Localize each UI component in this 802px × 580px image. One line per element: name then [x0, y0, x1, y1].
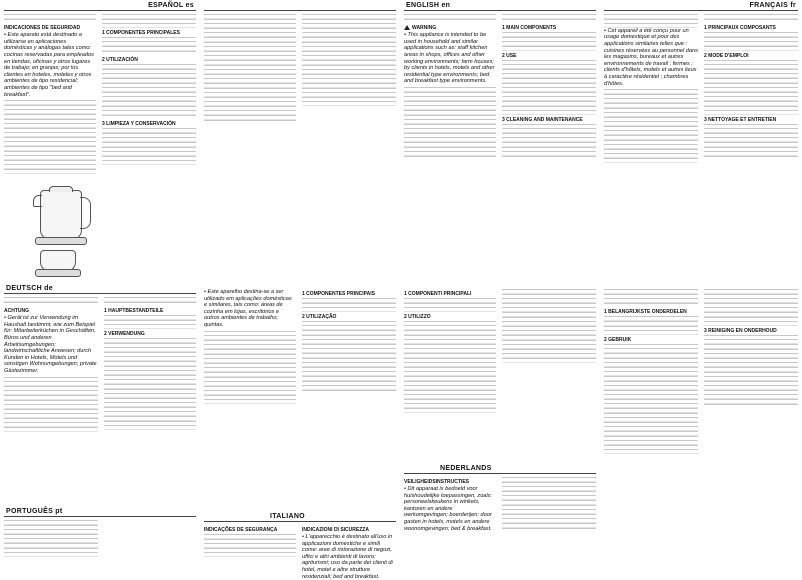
- intro-it: • L'apparecchio è destinato all'uso in applicazioni domestiche e simili come: aree di ristorazione di negozi, uffici e altri ambienti di lavoro; agriturismi; uso da parte dei clienti di hotel, motel e altre strutture residenziali; bed and breakfast.: [302, 534, 393, 580]
- column-itsec: [302, 525, 396, 580]
- column-es-cont-left: [204, 14, 296, 124]
- use-title-nl: 2 GEBRUIK: [604, 336, 632, 343]
- intro-de: • Gerät ist zur Verwendung im Haushalt bestimmt, wie zum Beispiel für: Mitarbeiterküchen in Geschäften, Büros und anderen Arbeitsumgebungen; landwirtschaftliche Anwesen; durch Kunden in Hotels, Motels und sonstigen Wohnumgebungen; private Gästezimmer.: [4, 315, 97, 374]
- column-en-left: [404, 14, 496, 160]
- use-title-fr: 2 MODE D'EMPLOI: [704, 52, 749, 59]
- column-nl-left: [404, 477, 496, 563]
- language-header-en: ENGLISH en: [406, 2, 451, 9]
- intro-pt-cont: • Este aparelho destina-se a ser utilizado em aplicações domésticas e similares, tais como: áreas de cozinha em lojas, escritórios e outros ambientes de trabalho; quintas.: [204, 289, 292, 328]
- column-es-right: [102, 14, 196, 165]
- itsec-title: INDICAZIONI DI SICUREZZA: [302, 527, 369, 533]
- column-nl-cont-left: [604, 289, 698, 559]
- column-ptsec: [204, 525, 296, 565]
- language-header-it: ITALIANO: [270, 513, 305, 520]
- warn-title-de: ACHTUNG: [4, 308, 29, 315]
- clean-title-fr: 3 NETTOYAGE ET ENTRETIEN: [704, 116, 777, 123]
- column-es-left: [4, 14, 96, 174]
- intro-es: • Este aparato está destinado a utilizarse en aplicaciones domésticas y análogas tales como: cocinas reservadas para empleados en tiendas, oficinas y otros lugares de trabajo; en granjas; por los clientes en hoteles, moteles y otros ambientes de tipo residencial; ambientes de tipo "bed and breakfast".: [4, 32, 94, 98]
- use-title-it: 2 UTILIZZO: [404, 313, 431, 320]
- components-title-it: 1 COMPONENTI PRINCIPALI: [404, 291, 472, 297]
- column-de-right: [104, 297, 196, 527]
- page-pt: [200, 283, 400, 580]
- page-es-2: [200, 0, 400, 283]
- clean-title-nl: 3 REINIGING EN ONDERHOUD: [704, 327, 777, 334]
- header-rule: [4, 10, 196, 11]
- column-en-right: [502, 14, 596, 160]
- components-title-es: 1 COMPONENTES PRINCIPALES: [102, 29, 180, 36]
- components-title-nl: 1 BELANGRIJKSTE ONDERDELEN: [604, 309, 687, 316]
- column-fr-right: [704, 14, 798, 160]
- language-header-fr: FRANÇAIS fr: [749, 2, 796, 9]
- column-fr-left: [604, 14, 698, 163]
- language-header-de: DEUTSCH de: [6, 285, 53, 292]
- page-it: [400, 283, 600, 566]
- page-nl: [600, 283, 802, 566]
- column-de-left: [4, 297, 98, 497]
- header-rule: [204, 521, 396, 522]
- column-pt-cont-right: [302, 289, 396, 449]
- nlsec-title: VEILIGHEIDSINSTRUCTIES: [404, 479, 470, 485]
- warning-triangle-icon: [404, 25, 410, 30]
- use-title-de: 2 VERWENDUNG: [104, 330, 145, 337]
- language-header-es: ESPAÑOL es: [148, 2, 194, 9]
- language-header-nl: NEDERLANDS: [440, 465, 492, 472]
- column-pt-cont-left: [204, 289, 296, 449]
- intro-nl: • Dit apparaat is bedoeld voor huishoudelijke toepassingen, zoals: personeelskeukens in winkels, kantoren en andere werkomgevingen; boerderijen; door gasten in hotels, motels en andere woonomgevingen; bed & breakfast.: [404, 486, 493, 532]
- use-title-es: 2 UTILIZACIÓN: [102, 57, 138, 64]
- header-rule: [404, 10, 596, 11]
- column-pt: [4, 520, 98, 564]
- intro-en: • This appliance is intended to be used in household and similar applications such as: staff kitchen areas in shops, offices and other working environments; farm houses; by clients in hotels, motels and other residential type environments; bed and breakfast type environments.: [404, 32, 495, 85]
- column-es-cont-right: [302, 14, 396, 106]
- kettle-illustration: [40, 190, 82, 240]
- header-rule: [4, 516, 196, 517]
- column-nl-cont-right: [704, 289, 798, 559]
- components-title-de: 1 HAUPTBESTANDTEILE: [104, 308, 164, 315]
- header-rule: [204, 10, 396, 11]
- use-title-pt: 2 UTILIZAÇÃO: [302, 313, 337, 320]
- clean-title-es: 3 LIMPIEZA Y CONSERVACIÓN: [102, 121, 176, 128]
- header-rule: [4, 293, 196, 294]
- column-it-right: [502, 289, 596, 439]
- intro-fr: • Cet appareil a été conçu pour un usage domestique et pour des applications similaires telles que : cuisines réservées au personnel dans les magasins, bureaux et autres environnements de travail ; fermes ; clients d'hôtels, motels et autres lieux à caractère résidentiel ; chambres d'hôtes.: [604, 27, 698, 87]
- safety-title-es: INDICACIONES DE SEGURIDAD: [4, 25, 81, 32]
- components-title-en: 1 MAIN COMPONENTS: [502, 25, 557, 32]
- clean-title-en: 3 CLEANING AND MAINTENANCE: [502, 116, 583, 123]
- page-fr: [600, 0, 802, 283]
- components-title-fr: 1 PRINCIPAUX COMPOSANTS: [704, 25, 776, 32]
- page-en: [400, 0, 600, 283]
- page-de: [0, 283, 200, 566]
- header-rule: [404, 473, 596, 474]
- ptsec-title: INDICAÇÕES DE SEGURANÇA: [204, 527, 278, 533]
- language-header-pt: PORTUGUÊS pt: [6, 508, 63, 515]
- kettle-base-illustration: [40, 250, 76, 272]
- components-title-pt: 1 COMPONENTES PRINCIPAIS: [302, 291, 375, 297]
- column-it-left: [404, 289, 496, 439]
- use-title-en: 2 USE: [502, 52, 517, 59]
- column-nl-right: [502, 477, 596, 563]
- header-rule: [604, 10, 798, 11]
- page-es-1: [0, 0, 200, 283]
- warning-title-en: WARNING: [404, 25, 496, 31]
